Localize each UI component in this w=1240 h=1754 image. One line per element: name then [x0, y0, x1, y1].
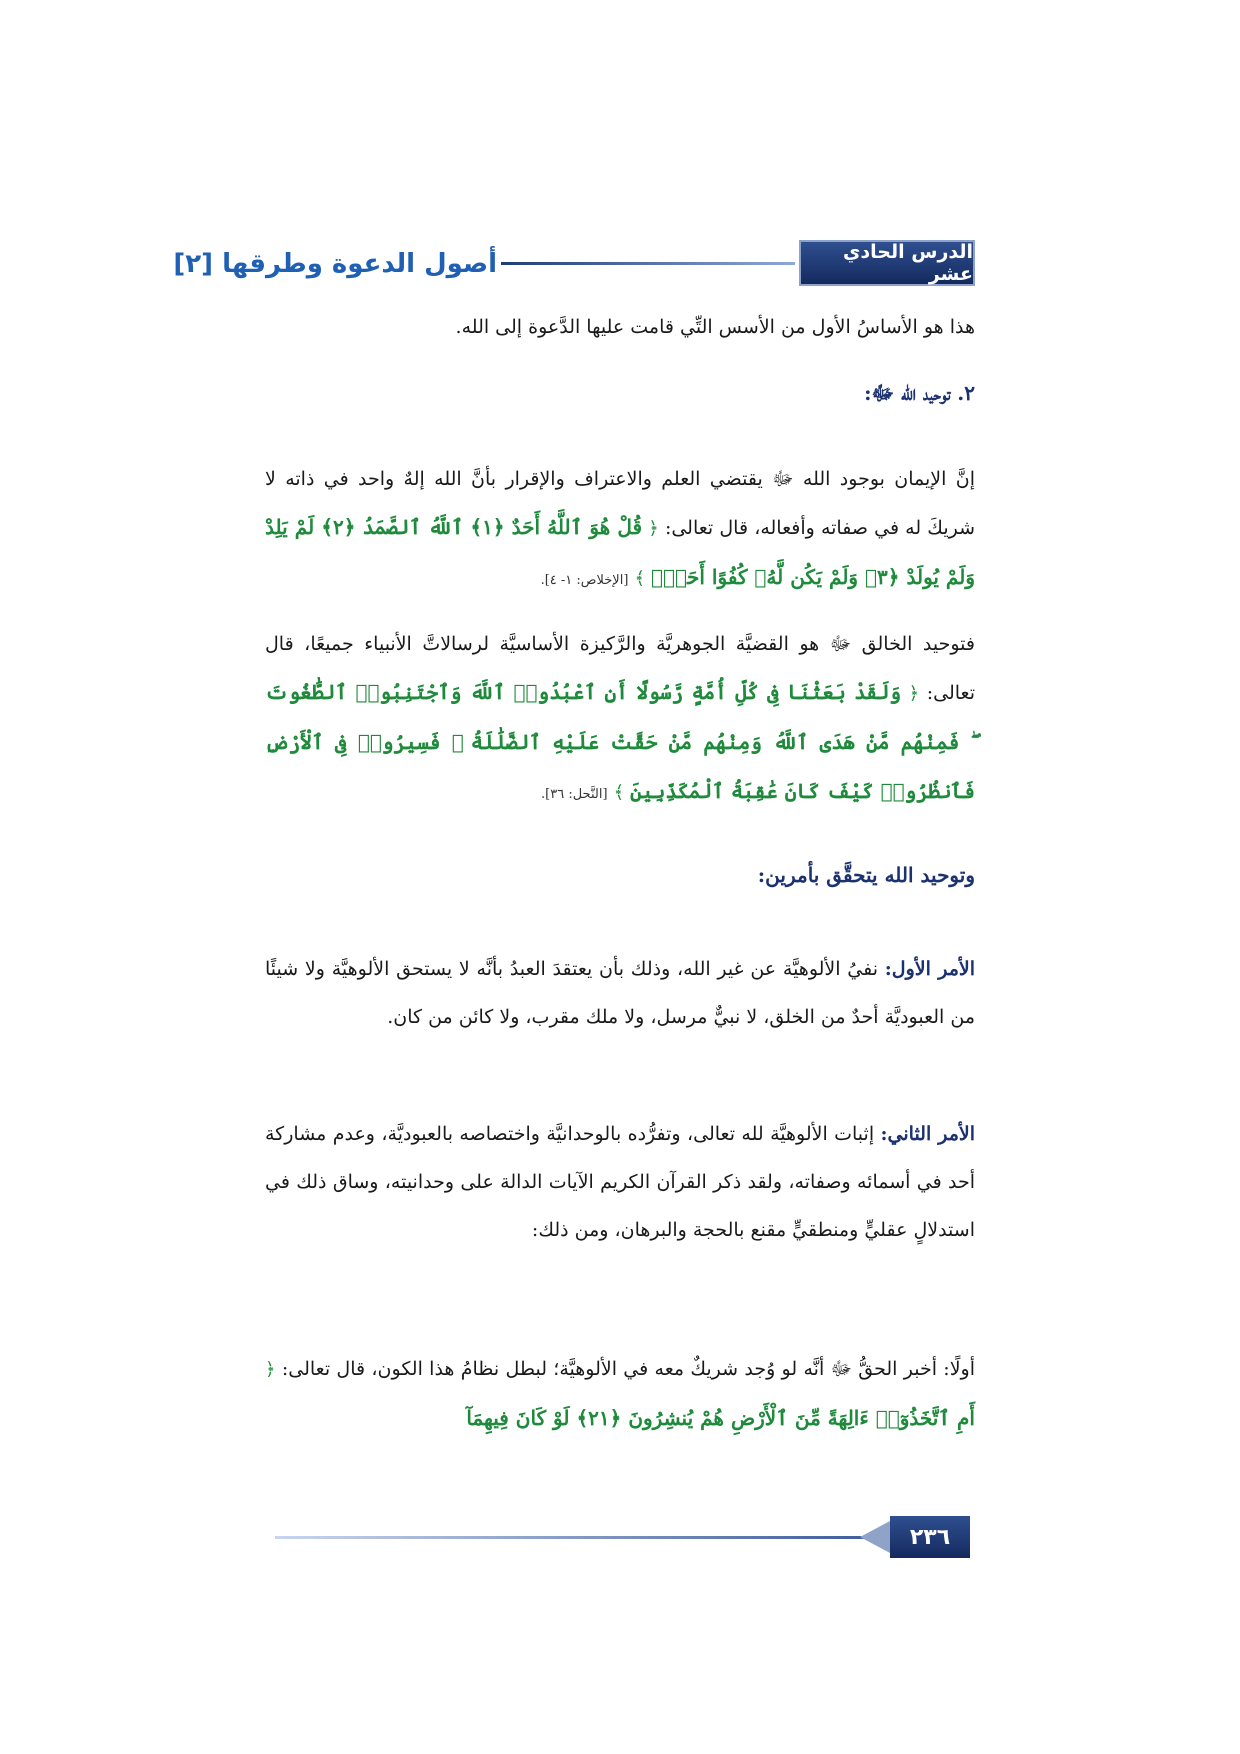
paragraph-text: إنَّ الإيمان بوجود الله ﷻ يقتضي العلم والاعتراف والإقرار بأنَّ الله إلهٌ واحد في ذاته لا شريكَ له في صفاته وأفعاله، قال تعالى:: [265, 468, 976, 539]
quran-close-bracket: ﴾: [613, 782, 625, 803]
book-title: أصول الدعوة وطرقها [٢]: [173, 249, 497, 279]
verse-reference: [النَّحل: ٣٦].: [541, 787, 608, 802]
header-divider: [501, 262, 795, 265]
first-point-block: [265, 1345, 975, 1443]
quran-close-bracket: ﴾: [634, 568, 645, 589]
section-2-heading-block: [265, 373, 975, 413]
verse-reference: [الإخلاص: ١- ٤].: [540, 573, 629, 588]
quran-open-bracket: ﴿: [648, 518, 659, 539]
paragraph: [265, 455, 975, 605]
paragraph-text: نفيُ الألوهيَّة عن غير الله، وذلك بأن يعتقدَ العبدُ بأنَّه لا يستحق الألوهيَّة ولا شيئًا من العبوديَّة أحدٌ من الخلق، لا نبيٌّ مرسل، ولا ملك مقرب، ولا كائن من كان.: [265, 958, 975, 1028]
lesson-label: الدرس الحادي عشر: [799, 240, 975, 286]
intro-paragraph: هذا هو الأساسُ الأول من الأسس التِّي قامت عليها الدَّعوة إلى الله.: [455, 316, 975, 338]
paragraph: [265, 1110, 975, 1254]
first-matter-block: [265, 945, 975, 1041]
tawheed-paragraph-2: [265, 620, 975, 819]
section-heading: وتوحيد الله يتحقَّق بأمرين:: [757, 863, 975, 887]
paragraph: [265, 1345, 975, 1443]
page-number: ٢٣٦: [890, 1516, 970, 1558]
first-matter-label: الأمر الأول:: [884, 958, 976, 980]
quran-verse-anbiya: أَمِ ٱتَّخَذُوٓا۟ ءَالِهَةً مِّنَ ٱلْأَرْضِ هُمْ يُنشِرُونَ ﴿٢١﴾ لَوْ كَانَ فِيهِمَآ: [466, 1406, 975, 1430]
paragraph-text: أولًا: أخبر الحقُّ ﷻ أنَّه لو وُجد شريكٌ معه في الألوهيَّة؛ لبطل نظامُ هذا الكون، قال تعالى:: [281, 1358, 975, 1380]
quran-verse-nahl: وَلَقَدْ بَعَثْنَا فِى كُلِّ أُمَّةٍ رَّسُولًا أَنِ ٱعْبُدُوا۟ ٱللَّهَ وَٱجْتَنِبُوا۟ ٱلطَّٰغُوتَ ۖ فَمِنْهُم مَّنْ هَدَى ٱللَّهُ وَمِنْهُم مَّنْ حَقَّتْ عَلَيْهِ ٱلضَّلَٰلَةُ ۚ فَسِيرُوا۟ فِى ٱلْأَرْضِ فَٱنظُرُوا۟ كَيْفَ كَانَ عَٰقِبَةُ ٱلْمُكَذِّبِينَ: [265, 680, 975, 803]
intro-block: [265, 303, 975, 351]
footer-divider: [275, 1536, 890, 1539]
page-header: [173, 238, 975, 290]
section-3-heading-block: [265, 855, 975, 895]
paragraph: [265, 620, 975, 819]
quran-open-bracket: ﴿: [908, 683, 920, 704]
quran-verse-ikhlas: قُلْ هُوَ ٱللَّهُ أَحَدٌ ﴿١﴾ ٱللَّهُ ٱلصَّمَدُ ﴿٢﴾ لَمْ يَلِدْ وَلَمْ يُولَدْ ﴿٣﴾ وَلَمْ يَكُن لَّهُۥ كُفُوًا أَحَدٌۢ: [265, 515, 975, 589]
paragraph: [265, 945, 975, 1041]
paragraph-text: فتوحيد الخالق ﷻ هو القضيَّة الجوهريَّة والرَّكيزة الأساسيَّة لرسالاتَّ الأنبياء جميعًا، قال تعالى:: [265, 633, 976, 704]
second-matter-block: [265, 1110, 975, 1254]
paragraph-text: إثبات الألوهيَّة لله تعالى، وتفرُّده بالوحدانيَّة واختصاصه بالعبوديَّة، وعدم مشاركة أحد في أسمائه وصفاته، ولقد ذكر القرآن الكريم الآيات الدالة على وحدانيته، وساق ذلك في استدلالٍ عقليٍّ ومنطقيٍّ مقنع بالحجة والبرهان، ومن ذلك:: [265, 1123, 975, 1241]
quran-open-bracket: ﴿: [265, 1359, 276, 1380]
tawheed-paragraph-1: [265, 455, 975, 605]
footer-wedge: [860, 1521, 890, 1553]
second-matter-label: الأمر الثاني:: [880, 1123, 975, 1145]
section-heading: ٢. توحيد الله ﷻ:: [864, 381, 975, 405]
